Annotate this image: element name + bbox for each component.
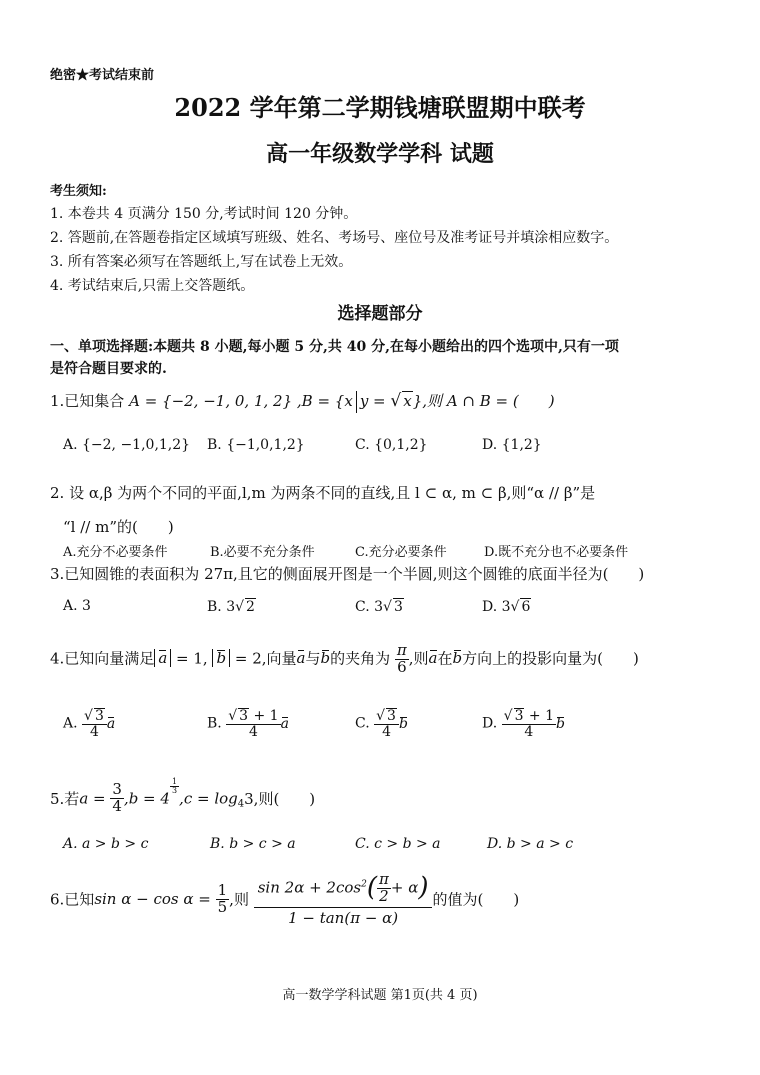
q6-tail: 的值为( ) [432,890,520,909]
q4-option-c-radicand: 3 [387,708,396,724]
q1-sqrt-radicand: x [403,392,412,410]
q4-option-a-fraction [82,708,107,739]
q4-option-d-radicand: 3 [514,708,524,724]
q2-line-2: “l // m”的( ) [63,518,174,536]
q4-tail-3: 方向上的投影向量为( ) [462,649,639,668]
q5-c-subscript: 4 [237,798,245,810]
q4-option-c-denominator: 4 [382,723,391,740]
q6-prefix: 6.已知 [50,890,95,909]
q4-option-a-numerator: √ 3 [82,708,107,725]
q6-condition-denominator: 5 [217,897,228,916]
q4-option-b [207,708,289,739]
notice-heading: 考生须知: [50,184,107,199]
q4-option-d-fraction [502,708,556,739]
q2-option-a: A.充分不必要条件 [63,545,168,560]
q4-option-b-fraction [226,708,280,739]
q4-vector-a-2: a [296,649,306,668]
q3-option-c-text: C. 3 [355,599,384,615]
q3-option-c-radicand: 3 [393,599,403,615]
q3-option-d-sqrt: √ [510,599,520,615]
q5-b-lhs: ,b = 4 [123,789,170,808]
secret-label: 绝密★考试结束前 [50,68,155,83]
q6-right-paren: ) [418,872,429,903]
q3-option-a [63,598,91,614]
q5-stem [50,777,316,815]
q5-option-b: B. b > c > a [210,836,296,852]
q6-main-fraction [254,872,433,926]
notice-item-1: 1. 本卷共 4 页满分 150 分,考试时间 120 分钟。 [50,206,358,222]
q1-ask: A ∩ B = ( ) [446,392,555,410]
notice-item-2: 2. 答题前,在答题卷指定区域填写班级、姓名、考场号、座位号及准考证号并填涂相应数字。 [50,230,619,246]
q4-cond-2: = 2,向量 [234,649,297,668]
q5-c-part: ,c = log [179,789,238,808]
q4-stem [50,643,639,676]
exam-title: 2022 学年第二学期钱塘联盟期中联考 [174,93,586,122]
q3-option-b-text: B. 3 [207,599,236,615]
q4-option-b-vector: a [280,715,289,732]
q3-option-d-text: D. 3 [482,599,511,615]
section-instruction-2: 是符合题目要求的. [50,361,167,377]
q3-option-b-radicand: 2 [246,599,255,615]
q6-main-denominator: 1 − tan(π − α) [288,908,399,927]
q5-b-exponent-denominator: 3 [171,786,178,796]
q5-a-numerator: 3 [112,780,122,798]
q6-inner-numerator: π [379,870,389,888]
q6-condition: sin α − cos α = [94,890,211,909]
q5-b-exponent-numerator: 1 [171,777,178,786]
q4-option-d-vector: b [556,715,565,732]
q1-option-b: B. {−1,0,1,2} [207,437,305,453]
q4-option-c [355,708,408,739]
q2-line-1: 2. 设 α,β 为两个不同的平面,l,m 为两条不同的直线,且 l ⊂ α, m ⊂ β,则“α // β”是 [50,484,596,502]
q3-option-b [207,598,256,615]
q1-set-b-pre: ,B = {x [296,392,353,410]
q1-option-a: A. {−2, −1,0,1,2} [63,437,191,453]
q6-inner-tail: + α [390,878,419,897]
q4-option-a [63,708,115,739]
q4-norm-b [212,649,230,667]
q4-option-c-numerator: √ 3 [374,708,399,725]
q1-divider [356,391,357,413]
q2-option-c: C.充分必要条件 [355,545,447,560]
q4-vector-b-3: b [452,649,463,668]
q1-option-d: D. {1,2} [482,437,542,453]
q5-a-fraction [110,782,124,815]
q3-option-d-radicand: 6 [521,599,531,615]
q6-main-numerator [254,872,433,908]
q4-option-d-denominator: 4 [524,723,534,740]
q3-option-d [482,598,531,615]
q5-a-lhs: a = [79,789,106,808]
q4-angle-denominator: 6 [397,657,407,676]
q4-option-d-label: D. [482,715,498,732]
q4-option-a-label: A. [63,715,78,732]
q3-option-c [355,598,404,615]
section-instruction-1: 一、单项选择题:本题共 8 小题,每小题 5 分,共 40 分,在每小题给出的四个选项中,只有一项 [50,339,619,355]
q4-norm-a [154,649,171,667]
q1-set-a: A = {−2, −1, 0, 1, 2} [129,392,293,410]
q5-c-tail: 3,则( ) [244,789,316,808]
q1-set-b-post: },则 [412,392,443,410]
q4-option-b-radicand: 3 [239,708,249,724]
q5-option-c: C. c > b > a [355,836,441,852]
q4-option-c-vector: b [398,715,408,732]
q6-inner-denominator: 2 [379,886,389,905]
q6-stem [50,872,519,926]
q4-option-b-denominator: 4 [248,723,258,740]
q3-option-b-sqrt: √ [235,599,245,615]
q4-tail-2: 在 [437,649,453,668]
exam-subtitle: 高一年级数学学科 试题 [266,141,494,167]
q1-prefix: 1.已知集合 [50,392,125,410]
q4-option-a-vector: a [106,715,116,732]
q5-option-d: D. b > a > c [487,836,574,852]
q6-condition-numerator: 1 [217,880,228,899]
q4-option-b-numerator: √ 3 + 1 [228,708,279,724]
notice-item-3: 3. 所有答案必须写在答题纸上,写在试卷上无效。 [50,254,353,270]
q1-option-c: C. {0,1,2} [355,437,428,453]
q4-mid-2: 的夹角为 [330,649,391,668]
q4-vector-b-2: b [320,649,331,668]
q6-left-paren: ( [366,872,377,903]
q2-option-b: B.必要不充分条件 [210,545,315,560]
q4-option-c-fraction [374,708,399,739]
q5-prefix: 5.若 [50,789,80,808]
q4-option-a-denominator: 4 [89,723,99,740]
q4-angle-fraction [395,643,409,676]
q4-vector-b: b [216,649,227,668]
q5-b-exponent [170,778,179,796]
q4-vector-a-3: a [428,649,438,668]
q1-sqrt-sign: √ [390,391,402,411]
page-footer: 高一数学学科试题 第1页(共 4 页) [282,988,478,1003]
q4-vector-a: a [158,649,168,668]
q4-angle-numerator: π [396,641,407,659]
q3-option-a-text: A. 3 [63,598,91,614]
q5-a-denominator: 4 [112,796,122,815]
q2-option-d: D.既不充分也不必要条件 [484,545,629,560]
q6-expr-sup: 2 [361,879,367,890]
q5-option-a: A. a > b > c [63,836,149,852]
q4-cond-1: = 1, [176,649,208,668]
q4-option-d [482,708,565,739]
q4-option-a-radicand: 3 [94,708,104,724]
q6-expr-num-a: sin 2α + 2cos [257,878,362,897]
q6-then: ,则 [229,890,249,909]
section-title: 选择题部分 [337,304,423,324]
q4-option-d-numerator: √ 3 + 1 [503,708,555,724]
q6-inner-fraction [377,872,391,905]
q3-stem: 3.已知圆锥的表面积为 27π,且它的侧面展开图是一个半圆,则这个圆锥的底面半径为( ) [50,565,645,583]
q4-option-b-plus: + 1 [249,708,279,724]
q4-mid-1: 与 [305,649,321,668]
q4-tail-1: ,则 [408,649,429,668]
q4-option-d-plus: + 1 [524,708,555,724]
q1-stem [50,390,555,413]
q6-condition-fraction [216,880,230,916]
q3-option-c-sqrt: √ [383,599,392,615]
q4-option-b-label: B. [207,715,222,732]
q1-set-b-mid: y = [359,392,391,410]
q4-prefix: 4.已知向量满足 [50,649,155,668]
q4-option-c-label: C. [355,715,370,732]
notice-item-4: 4. 考试结束后,只需上交答题纸。 [50,278,255,294]
